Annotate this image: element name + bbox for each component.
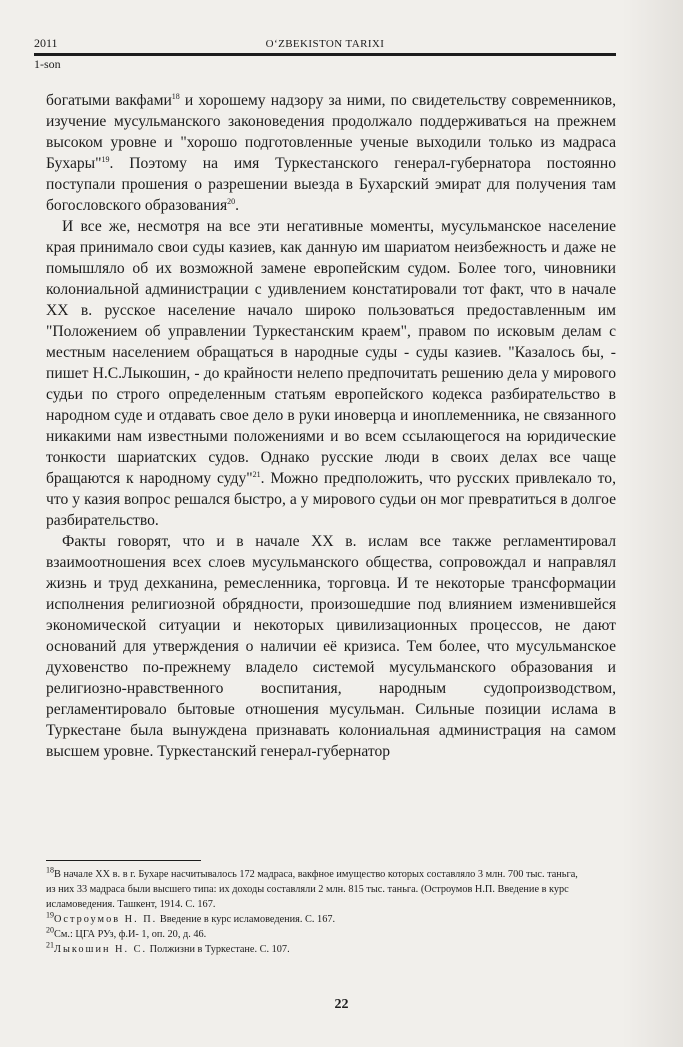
header-year: 2011 [34,36,58,50]
paragraph-1 [46,90,616,216]
footnote-19-num: 19 [46,910,54,920]
paragraph-2 [46,216,616,531]
p1-text-b: и хорошему надзору за ними, по свидетельству современников, изучение мусульманского законоведения продолжало поддерживаться на прежнем высоком уровне и "хорошо подготовленные ученые выходили только из мадраса Бухары" [46,92,616,172]
p1-text-c: . Поэтому на имя Туркестанского генерал-губернатора постоянно поступали прошения о разрешении выезда в Бухарский эмират для получения там богословского образования [46,155,616,214]
footnote-20-num: 20 [46,925,54,935]
p3-text: Факты говорят, что и в начале XX в. ислам все также регламентировал взаимоотношения всех слоев мусульманского общества, сопровождал и направлял жизнь и труд дехканина, ремесленника, торговца. И те некоторые трансформации исполнения религиозной обрядности, произошедшие под влиянием изменившейся экономической ситуации и некоторых цивилизационных процессов, не дают оснований для утверждения о наличии её кризиса. Тем более, что мусульманское духовенство по-прежнему владело системой мусульманского образования и религиозно-нравственного воспитания, народным судопроизводством, регламентировало бытовые отношения мусульман. Сильные позиции ислама в Туркестане была вынуждена признавать колониальная администрация на самом высшем уровне. Туркестанский генерал-губернатор [46,533,616,760]
footnote-21-author: Лыкошин Н. С. [54,944,148,955]
p1-text-a: богатыми вакфами [46,92,172,109]
footnote-21 [46,942,586,957]
page-number: 22 [334,997,349,1012]
header-issue: 1-son [34,57,61,71]
article-body [46,90,616,762]
footnote-separator [46,860,201,861]
footnote-ref-18: 18 [171,91,180,101]
footnote-21-text: Полжизни в Туркестане. С. 107. [147,944,290,955]
footnote-21-num: 21 [46,940,54,950]
footnote-ref-19: 19 [101,154,110,164]
footnote-18-text: В начале XX в. в г. Бухаре насчитывалось 172 мадраса, вакфное имущество которых составляло 3 млн. 700 тыс. таньга, из них 33 мадраса были высшего типа: их доходы составляли 2 млн. 815 тыс. таньга. (Остроумов Н.П. Введение в курс исламоведения. Ташкент, 1914. С. 167. [46,869,578,910]
running-header [34,36,616,71]
paragraph-3 [46,531,616,762]
footnote-20-text: См.: ЦГА РУз, ф.И- 1, оп. 20, д. 46. [54,929,207,940]
footnote-ref-20: 20 [227,196,236,206]
footnotes [46,867,586,957]
page-edge-shadow [623,0,683,1047]
footnote-ref-21: 21 [252,469,261,479]
footnote-19-author: Остроумов Н. П. [54,914,158,925]
header-rule [34,53,616,56]
footnote-19-text: Введение в курс исламоведения. С. 167. [157,914,336,925]
footnote-20 [46,927,586,942]
header-journal-title: O‘ZBEKISTON TARIXI [265,38,385,50]
p1-text-d: . [235,197,240,214]
footnote-18 [46,867,586,912]
p2-text-b: . Можно предположить, что русских привлекало то, что у казия вопрос решался быстро, а у мирового судьи он мог превратиться в долгое разбирательство. [46,470,616,529]
p2-text-a: И все же, несмотря на все эти негативные моменты, мусульманское население края принимало свои суды казиев, как данную им шариатом неизбежность и даже не помышляло об их возможной замене европейским судом. Более того, чиновники колониальной администрации с удивлением констатировали тот факт, что в начале XX в. русское население начало широко пользоваться предоставленным им "Положением об управлении Туркестанским краем", правом по исковым делам с местным населением обращаться в народные суды - суды казиев. "Казалось бы, - пишет Н.С.Лыкошин, - до крайности нелепо предпочитать решению дела у мирового судьи по строго определенным статьям европейского кодекса разбирательство в народном суде и отдавать свое дело в руки иноверца и иноплеменника, не связанного никакими нам известными положениями и во всем ссылающегося на юридические тонкости шариатских судов. Однако русские люди в своих делах все чаще бращаются к народному суду" [46,218,616,487]
footnote-19 [46,912,586,927]
footnote-18-num: 18 [46,865,54,875]
